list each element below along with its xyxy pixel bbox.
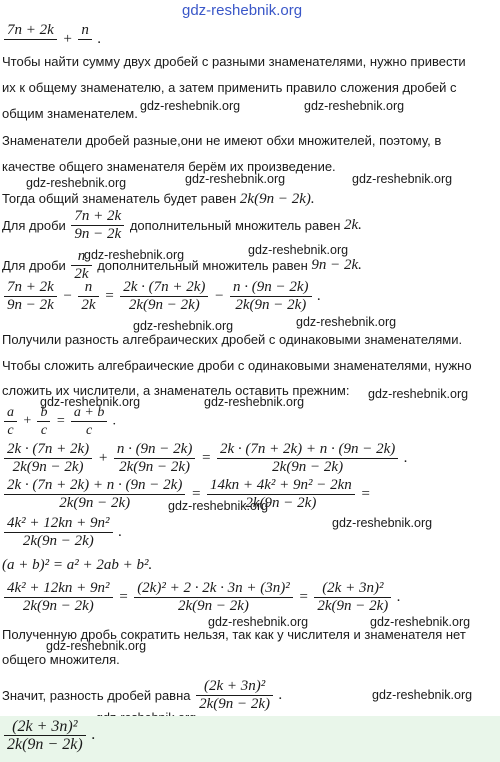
minus-sign: − (214, 287, 225, 304)
numerator: 14kn + 4k² + 9n² − 2kn (207, 477, 355, 495)
watermark: gdz-reshebnik.org (133, 319, 234, 333)
equation-5 (2, 580, 401, 615)
numerator: 4k² + 12kn + 9n² (4, 580, 113, 598)
denominator: 2k(9n − 2k) (272, 459, 344, 475)
numerator: b (37, 404, 50, 422)
watermark: gdz-reshebnik.org (84, 248, 185, 262)
label: дополнительный множитель равен (97, 258, 308, 273)
conclusion-text: Значит, разность дробей равна (2, 688, 191, 703)
numerator: 2k · (7n + 2k) + n · (9n − 2k) (217, 441, 398, 459)
numerator: (2k + 3n)² (314, 580, 391, 598)
paragraph-line: Получили разность алгебраических дробей с одинаковыми знаменателями. (2, 332, 463, 347)
multiplier-line-1 (2, 208, 362, 243)
numerator: 4k² + 12kn + 9n² (4, 515, 113, 533)
fraction (71, 248, 91, 283)
numerator: 2k · (7n + 2k) + n · (9n − 2k) (4, 477, 185, 495)
numerator: a (4, 404, 17, 422)
equation-1 (2, 279, 321, 314)
numerator: 7n + 2k (71, 208, 124, 226)
plus-sign: + (22, 413, 32, 429)
watermark: gdz-reshebnik.org (26, 176, 127, 190)
denominator: 2k (74, 266, 89, 282)
numerator: a + b (71, 404, 107, 422)
common-denominator-math: 2k(9n − 2k). (239, 191, 315, 207)
numerator: n (71, 248, 91, 266)
denominator: 2k(9n − 2k) (119, 459, 191, 475)
common-denominator-text: Тогда общий знаменатель будет равен (2, 191, 237, 206)
denominator: c (40, 423, 48, 438)
common-denominator-line (2, 191, 315, 207)
numerator: 7n + 2k (4, 279, 57, 297)
label: Для дроби (2, 218, 66, 233)
square-identity: (a + b)² = a² + 2ab + b². (2, 557, 153, 573)
denominator: 9n − 2k (7, 297, 54, 313)
answer-expression (2, 718, 96, 753)
equals-sign: = (55, 413, 66, 429)
paragraph-line: сложить их числители, а знаменатель оставить прежним: (2, 383, 350, 398)
period: . (397, 588, 401, 605)
watermark: gdz-reshebnik.org (370, 615, 471, 629)
site-watermark: gdz-reshebnik.org (182, 2, 303, 19)
denominator: 9n − 2k (74, 226, 122, 242)
equals-sign: = (201, 449, 212, 466)
denominator: c (7, 423, 14, 438)
label: дополнительный множитель равен (129, 218, 341, 233)
numerator: 2k · (7n + 2k) (4, 441, 92, 459)
fraction (71, 208, 124, 243)
paragraph-line: общим знаменателем. (2, 106, 138, 121)
denominator: 2k(9n − 2k) (12, 459, 84, 475)
multiplier-value: 9n − 2k. (311, 257, 362, 273)
label: Для дроби (2, 258, 66, 273)
numerator: (2k + 3n)² (4, 718, 86, 736)
equals-sign: = (360, 485, 371, 502)
watermark: gdz-reshebnik.org (168, 499, 269, 513)
multiplier-line-2 (2, 248, 362, 283)
plus-sign: + (97, 449, 109, 466)
paragraph-line: Полученную дробь сократить нельзя, так как у числителя и знаменателя нет (2, 627, 466, 642)
watermark: gdz-reshebnik.org (140, 99, 241, 113)
paragraph-line: качестве общего знаменателя берём их произведение. (2, 159, 336, 174)
paragraph-line: Чтобы сложить алгебраические дроби с одинаковыми знаменателями, нужно (2, 358, 472, 373)
watermark: gdz-reshebnik.org (40, 395, 141, 409)
watermark: gdz-reshebnik.org (204, 395, 305, 409)
watermark: gdz-reshebnik.org (352, 172, 453, 186)
period: . (404, 449, 408, 466)
equation-4 (2, 515, 122, 550)
numerator: 2k · (7n + 2k) (120, 279, 208, 297)
task-fraction2-numerator: n (78, 22, 92, 40)
task-fraction1-numerator: 7n + 2k (4, 22, 57, 40)
paragraph-line: общего множителя. (2, 652, 120, 667)
period: . (317, 287, 322, 304)
watermark: gdz-reshebnik.org (368, 387, 469, 401)
denominator: 2k(9n − 2k) (7, 736, 83, 753)
watermark: gdz-reshebnik.org (46, 639, 147, 653)
paragraph-line: их к общему знаменателю, а затем применить правило сложения дробей с (2, 80, 457, 95)
answer-box (0, 716, 500, 762)
denominator: 2k(9n − 2k) (177, 598, 249, 614)
denominator: 2k(9n − 2k) (128, 297, 200, 313)
numerator: n · (9n − 2k) (230, 279, 312, 297)
numerator: (2k)² + 2 · 2k · 3n + (3n)² (134, 580, 293, 598)
denominator: 2k(9n − 2k) (22, 598, 94, 614)
numerator: n · (9n − 2k) (114, 441, 196, 459)
watermark: gdz-reshebnik.org (296, 315, 397, 329)
denominator: 2k(9n − 2k) (245, 495, 317, 511)
denominator: 2k (81, 297, 96, 313)
denominator: 2k(9n − 2k) (59, 495, 131, 511)
watermark: gdz-reshebnik.org (304, 99, 405, 113)
period: . (118, 523, 123, 540)
denominator: 2k(9n − 2k) (317, 598, 389, 614)
minus-sign: − (62, 287, 73, 304)
watermark: gdz-reshebnik.org (185, 172, 286, 186)
numerator: n (78, 279, 98, 297)
conclusion-line (2, 678, 282, 713)
watermark: gdz-reshebnik.org (208, 615, 309, 629)
period: . (91, 726, 96, 744)
equals-sign: = (298, 588, 309, 605)
addition-rule (2, 404, 116, 439)
watermark: gdz-reshebnik.org (332, 516, 433, 530)
paragraph-line: Знаменатели дробей разные,они не имеют обхи множителей, поэтому, в (2, 133, 442, 148)
period: . (97, 30, 102, 47)
equation-2 (2, 441, 408, 476)
denominator: 2k(9n − 2k) (22, 533, 94, 549)
denominator: 2k(9n − 2k) (235, 297, 307, 313)
paragraph-line: Чтобы найти сумму двух дробей с разными знаменателями, нужно привести (2, 54, 466, 69)
equals-sign: = (118, 588, 129, 605)
period: . (112, 413, 117, 429)
period: . (278, 687, 283, 703)
task-expression (2, 22, 101, 48)
plus-sign: + (62, 30, 73, 47)
numerator: (2k + 3n)² (196, 678, 273, 696)
equals-sign: = (191, 485, 202, 502)
watermark: gdz-reshebnik.org (372, 688, 473, 702)
multiplier-value: 2k. (344, 217, 362, 233)
denominator: 2k(9n − 2k) (199, 696, 271, 712)
watermark: gdz-reshebnik.org (248, 243, 349, 257)
denominator: c (86, 423, 93, 438)
fraction (196, 678, 273, 713)
equals-sign: = (104, 287, 115, 304)
